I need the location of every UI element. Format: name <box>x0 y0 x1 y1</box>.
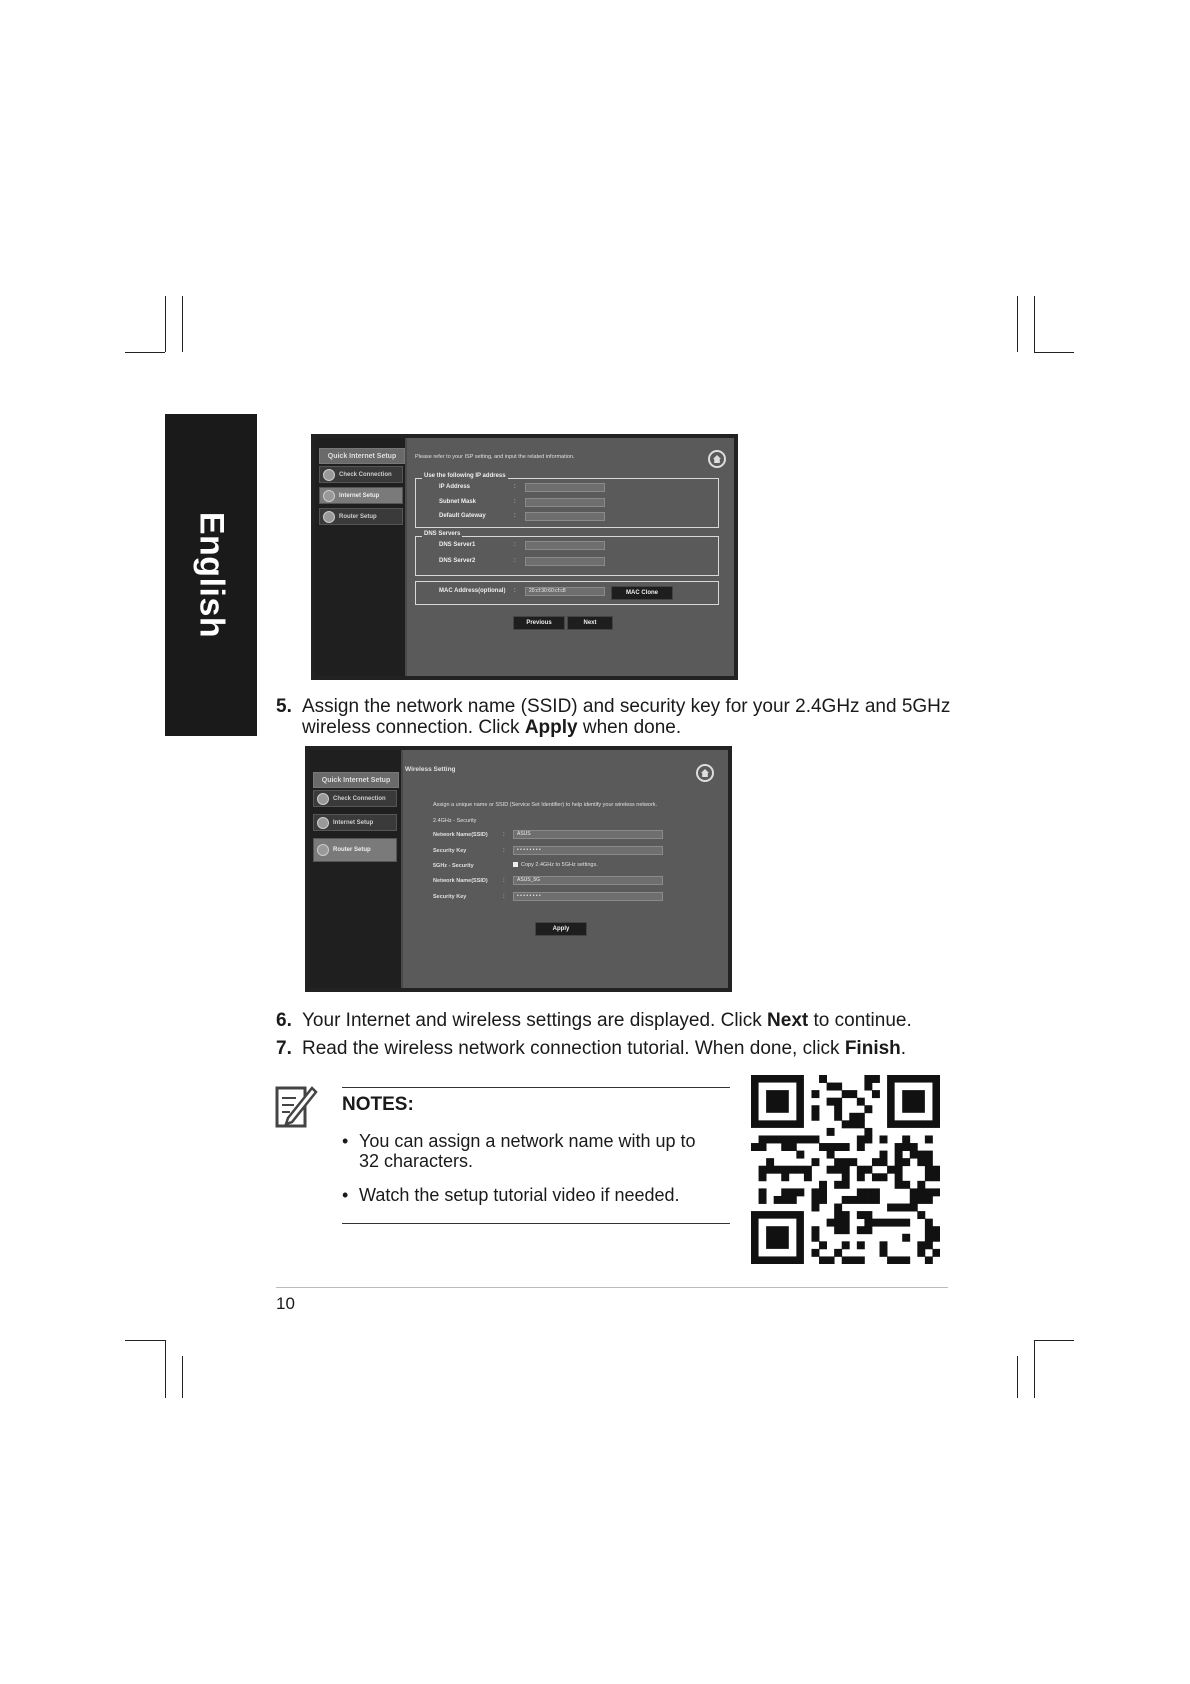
colon: : <box>514 484 516 490</box>
crop-mark <box>1034 1340 1074 1341</box>
sidebar-item-check-connection[interactable] <box>313 790 397 807</box>
sidebar-item-router-setup[interactable] <box>319 508 403 525</box>
qis-title-label: Quick Internet Setup <box>327 452 397 460</box>
checkbox-icon <box>513 862 518 867</box>
qis-title <box>313 772 399 788</box>
subnet-mask-label: Subnet Mask <box>439 499 477 505</box>
colon: : <box>514 542 516 548</box>
language-tab-label: English <box>192 511 231 639</box>
ip-address-label: IP Address <box>439 484 471 490</box>
step-text <box>302 1038 972 1059</box>
home-icon[interactable] <box>708 450 726 468</box>
mac-clone-label: MAC Clone <box>626 590 658 596</box>
note-text: You can assign a network name with up to 32 characters. <box>359 1131 696 1171</box>
default-gateway-label: Default Gateway <box>439 513 486 519</box>
sidebar-item-label: Check Connection <box>339 471 392 478</box>
crop-mark <box>182 296 183 352</box>
previous-button[interactable] <box>513 616 565 630</box>
note-pencil-icon <box>274 1082 318 1130</box>
crop-mark <box>1034 296 1035 352</box>
crop-mark <box>1017 296 1018 352</box>
step-number: 6. <box>276 1010 292 1031</box>
step-text-plain: Your Internet and wireless settings are displayed. Click <box>302 1010 768 1031</box>
home-icon[interactable] <box>696 764 714 782</box>
key-24-input[interactable]: • • • • • • • • <box>513 846 663 855</box>
sidebar-item-internet-setup[interactable] <box>319 487 403 504</box>
next-button[interactable] <box>567 616 613 630</box>
qis-title-label: Quick Internet Setup <box>321 776 391 784</box>
previous-label: Previous <box>526 620 552 626</box>
globe-icon <box>317 793 329 805</box>
notes-top-rule <box>342 1087 730 1088</box>
crop-mark <box>125 352 165 353</box>
sidebar-item-internet-setup[interactable] <box>313 814 397 831</box>
dns-server1-input[interactable] <box>525 541 605 550</box>
colon: : <box>514 588 516 594</box>
sidebar-item-label: Check Connection <box>333 795 386 802</box>
copy-settings-label: Copy 2.4GHz to 5GHz settings. <box>521 862 598 868</box>
crop-mark <box>1034 352 1074 353</box>
globe-icon <box>323 511 335 523</box>
key-5-input[interactable]: • • • • • • • • <box>513 892 663 901</box>
subnet-mask-input[interactable] <box>525 498 605 507</box>
ip-group-legend: Use the following IP address <box>424 473 506 479</box>
apply-button[interactable] <box>535 922 587 936</box>
crop-mark <box>182 1356 183 1398</box>
language-tab <box>165 414 257 736</box>
step-6 <box>276 1010 976 1032</box>
note-item <box>342 1185 712 1207</box>
note-item <box>342 1131 712 1173</box>
step-text-plain: Assign the network name (SSID) and security key for your 2.4GHz and 5GHz wireless connection. Click <box>302 696 951 738</box>
step-text-plain: to continue. <box>808 1010 912 1031</box>
bullet: • <box>342 1131 349 1151</box>
globe-icon <box>323 469 335 481</box>
ssid-5-input[interactable]: ASUS_5G <box>513 876 663 885</box>
setup-instruction: Please refer to your ISP setting, and input the related information. <box>415 454 575 460</box>
crop-mark <box>125 1340 165 1341</box>
notes-bottom-rule <box>342 1223 730 1224</box>
page-number: 10 <box>276 1294 295 1313</box>
mac-address-input[interactable]: 20:cf:30:60:cf:c8 <box>525 587 605 596</box>
colon: : <box>503 878 505 884</box>
dns-server2-label: DNS Server2 <box>439 558 476 564</box>
step-text-plain: Read the wireless network connection tutorial. When done, click <box>302 1038 845 1059</box>
default-gateway-input[interactable] <box>525 512 605 521</box>
internet-setup-screenshot <box>311 434 738 680</box>
globe-icon <box>317 844 329 856</box>
step-text <box>302 1010 972 1031</box>
colon: : <box>514 499 516 505</box>
ssid-24-input[interactable]: ASUS <box>513 830 663 839</box>
qr-code[interactable] <box>751 1075 940 1264</box>
step-7 <box>276 1038 976 1060</box>
mac-address-label: MAC Address(optional) <box>439 588 506 594</box>
key-24-label: Security Key <box>433 848 467 854</box>
step-number: 5. <box>276 696 292 717</box>
sidebar-item-label: Internet Setup <box>339 492 380 499</box>
colon: : <box>503 848 505 854</box>
crop-mark <box>165 1340 166 1398</box>
wireless-instruction: Assign a unique name or SSID (Service Set Identifier) to help identify your wireless network. <box>433 802 658 808</box>
step-text-bold: Next <box>767 1010 809 1031</box>
step-text <box>302 696 952 738</box>
step-number: 7. <box>276 1038 292 1059</box>
sidebar-item-label: Router Setup <box>333 847 371 853</box>
dns-group-legend: DNS Servers <box>424 531 461 537</box>
step-text-plain: when done. <box>577 717 682 738</box>
globe-icon <box>317 817 329 829</box>
note-text: Watch the setup tutorial video if needed. <box>359 1185 680 1205</box>
step-text-bold: Finish <box>844 1038 901 1059</box>
sidebar-item-check-connection[interactable] <box>319 466 403 483</box>
page-footer-rule <box>276 1287 948 1288</box>
ssid-5-label: Network Name(SSID) <box>433 878 488 884</box>
sidebar-item-router-setup[interactable] <box>313 838 397 862</box>
dns-server2-input[interactable] <box>525 557 605 566</box>
next-label: Next <box>583 620 597 626</box>
sidebar-item-label: Router Setup <box>339 513 377 520</box>
wireless-setting-title: Wireless Setting <box>405 766 456 773</box>
crop-mark <box>165 296 166 352</box>
bullet: • <box>342 1185 349 1205</box>
crop-mark <box>1017 1356 1018 1398</box>
section-5ghz-label: 5GHz - Security <box>433 863 474 869</box>
step-text-plain: . <box>900 1038 907 1059</box>
key-5-label: Security Key <box>433 894 467 900</box>
colon: : <box>514 513 516 519</box>
step-text-bold: Apply <box>524 717 578 738</box>
notes-title: NOTES: <box>342 1094 414 1115</box>
ssid-24-label: Network Name(SSID) <box>433 832 488 838</box>
colon: : <box>503 832 505 838</box>
copy-settings-checkbox[interactable] <box>513 862 598 868</box>
wireless-setting-screenshot <box>305 746 732 992</box>
section-24ghz-label: 2.4GHz - Security <box>433 818 477 824</box>
colon: : <box>503 894 505 900</box>
colon: : <box>514 558 516 564</box>
crop-mark <box>1034 1340 1035 1398</box>
sidebar-item-label: Internet Setup <box>333 819 374 826</box>
dns-server1-label: DNS Server1 <box>439 542 476 548</box>
globe-icon <box>323 490 335 502</box>
screenshot-main-panel <box>403 750 728 988</box>
apply-label: Apply <box>552 926 570 932</box>
qis-title <box>319 448 405 464</box>
ip-address-input[interactable] <box>525 483 605 492</box>
step-5 <box>276 696 976 740</box>
mac-clone-button[interactable] <box>611 586 673 600</box>
